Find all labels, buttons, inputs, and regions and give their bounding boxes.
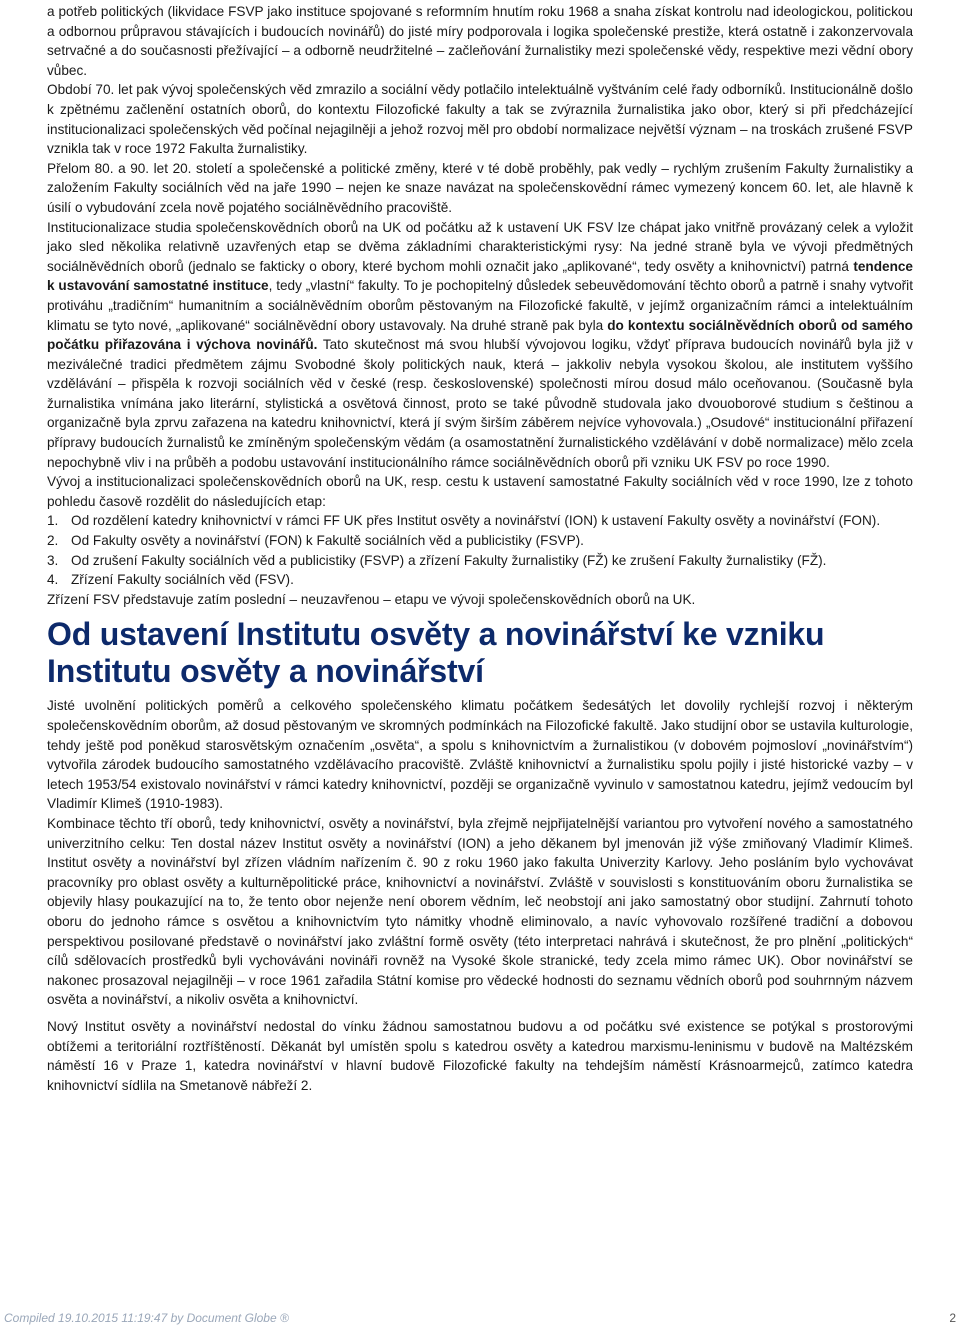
paragraph-intro-4 xyxy=(47,218,913,473)
text-run: , tedy „vlastní“ fakulty. To je pochopitelný důsledek sebeuvědomování těchto oborů a patrně i snahy vytvořit protiváhu „tradičním“ humanitním a sociálněvědním oborům pěstovaným na Filozofické fakultě, v jejímž organizačním rámci a intelektuálním klimatu se tyto nové, „aplikované“ sociálněvědní obory ustavovaly. Na druhé straně pak byla xyxy=(47,278,913,333)
list-item xyxy=(47,551,913,571)
text-run: Institucionalizace studia společenskovědních oborů na UK od počátku až k ustavení UK FSV lze chápat jako vnitřně provázaný celek a vyložit jako sled několika relativně uzavřených etap se dvěma základními charakteristickými rysy: Na jedné straně byla ve vývoji předmětných sociálněvědních oborů (jednalo se fakticky o obory, které bychom mohli označit jako „aplikované“, tedy osvěty a knihovnictví) patrná xyxy=(47,219,913,274)
list-item xyxy=(47,511,913,531)
stage-list xyxy=(47,511,913,589)
text-run: Tato skutečnost má svou hlubší vývojovou logiku, vždyť příprava budoucích novinářů byla již v meziválečné tradici předmětem zájmu Svobodné školy politických nauk, která – jakkoliv nebyla vysokou školou, ale institutem vyššího vzdělávání – přispěla k rozvoji sociálních věd v české (resp. československé) společnosti mírou dosud málo oceňovanou. (Současně byla žurnalistika vnímána jako literární, stylistická a osvětová činnost, proto se také původně studovala jako dvouoborové studium s češtinou a organizačně byla zprvu zařazena na katedru knihovnictví, která jí svým širším záběrem nejvíce vyhovovala.) „Osudové“ institucionální přiřazení přípravy budoucích žurnalistů ke zmíněným společenským vědám (a osamostatnění žurnalistického vzdělávání v době normalizace) mělo zcela nepochybně vliv i na průběh a podobu ustavování institucionálního rámce sociálněvědních oborů při vzniku UK FSV po roce 1990. xyxy=(47,337,913,470)
list-number: 1. xyxy=(47,513,59,529)
list-number: 2. xyxy=(47,533,59,549)
list-text: Od rozdělení katedry knihovnictví v rámci FF UK přes Institut osvěty a novinářství (ION) k ustavení Fakulty osvěty a novinářství (FON). xyxy=(71,513,881,529)
page-number: 2 xyxy=(949,1311,956,1325)
document-page xyxy=(47,0,913,1095)
list-number: 3. xyxy=(47,552,59,568)
paragraph-section-1: Jisté uvolnění politických poměrů a celkového společenského klimatu počátkem šedesátých let dovolily rychlejší rozvoj i některým společenskovědním oborům, až dosud pěstovaným ve skromných podmínkách na Filozofické fakultě. Jako studijní obor se ustavila kulturologie, tehdy ještě pod poněkud starosvětským označením „osvěta“, a spolu s knihovnictvím a žurnalistikou (v dobovém pojmosloví „novinářstvím“) vytvořila zárodek budoucího samostatného vzdělávacího pracoviště. Zvláště knihovnictví a žurnalistiku spolu pojily i jisté historické vazby – v letech 1953/54 existovalo novinářství v rámci katedry knihovnictví, později se organizačně vyvinulo v samostatnou katedru, jejímž vedoucím byl Vladimír Klimeš (1910-1983). xyxy=(47,698,913,812)
compiled-note: Compiled 19.10.2015 11:19:47 by Document Globe ® xyxy=(4,1311,289,1325)
paragraph-section-3: Nový Institut osvěty a novinářství nedostal do vínku žádnou samostatnou budovu a od počátku své existence se potýkal s prostorovými obtížemi a teritoriální roztříštěností. Děkanát byl umístěn spolu s katedrou osvěty a katedrou marxismu-leninismu v budově na Maltézském náměstí 16 v Praze 1, katedra novinářství v hlavní budově Filozofické fakulty na tehdejším náměstí Krásnoarmejců, zatímco katedra knihovnictví sídlila na Smetanově nábřeží 2. xyxy=(47,1018,913,1093)
list-item xyxy=(47,531,913,551)
list-text: Od Fakulty osvěty a novinářství (FON) k Fakultě sociálních věd a publicistiky (FSVP). xyxy=(71,533,584,549)
paragraph-intro-2: Období 70. let pak vývoj společenských věd zmrazilo a sociální vědy potlačilo intelektuálně vyštváním celé řady odborníků. Institucionálně došlo k zpětnému začlenění ostatních oborů, do kontextu Filozofické fakulty a tak se zvýraznila žurnalistika jako obor, který si při předcházející institucionalizaci společenských věd počínal nejagilněji a jehož rozvoj měl pro období normalizace největší význam – na troskách zrušené FSVP vznikla tak v roce 1972 Fakulta žurnalistiky. xyxy=(47,82,913,157)
list-item xyxy=(47,570,913,590)
paragraph-intro-1: a potřeb politických (likvidace FSVP jako instituce spojované s reformním hnutím roku 1968 a snaha získat kontrolu nad ideologickou, politickou a odbornou průpravou stávajících i budoucích novinářů) do jisté míry podporovala i logika společenské prestiže, která ostatně i zakonzervovala setrvačné a do současnosti přežívající – a odborně neudržitelné – začleňování žurnalistiky mezi společenské vědy, respektive mezi vědní obory vůbec. xyxy=(47,4,913,78)
paragraph-intro-5: Vývoj a institucionalizaci společenskovědních oborů na UK, resp. cestu k ustavení samostatné Fakulty sociálních věd v roce 1990, lze z tohoto pohledu časově rozdělit do následujících etap: xyxy=(47,474,913,509)
paragraph-section-2: Kombinace těchto tří oborů, tedy knihovnictví, osvěty a novinářství, byla zřejmě nejpřijatelnější variantou pro vytvoření nového a samostatného univerzitního celku: Ten dostal název Institut osvěty a novinářství (ION) a jeho děkanem byl jmenován již výše zmiňovaný Vladimír Klimeš. Institut osvěty a novinářství byl zřízen vládním nařízením č. 90 z roku 1960 jako fakulta Univerzity Karlovy. Jeho posláním bylo vychovávat pracovníky pro oblast osvěty a kulturněpolitické práce, knihovnictví a novinářství. Zvláště v souvislosti s konstituováním oboru žurnalistika se objevily hlasy poukazující na to, že tento obor nejenže není oborem vědním, leč neobstojí ani jako samostatný obor studijní. Zahrnutí tohoto oboru do jednoho rámce s osvětou a knihovnictvím tyto námitky vhodně eliminovalo, a navíc vyhovovalo rozšířené tradiční a dobovou perspektivou posilované představě o novinářství jako zvláštní formě osvěty (této interpretaci nahrává i skutečnost, že pro plnění „politických“ cílů sdělovacích prostředků byli vychováváni novináři rovněž na Vysoké škole stranické, tedy zcela mimo rámec UK). Obor novinářství se nakonec prosazoval nejagilněji – v roce 1961 zařadila Státní komise pro vědecké hodnosti do seznamu vědních oborů pod souhrnným názvem osvěta a novinářství, a nikoliv osvěta a knihovnictví. xyxy=(47,815,913,1008)
list-text: Od zrušení Fakulty sociálních věd a publicistiky (FSVP) a zřízení Fakulty žurnalistiky (FŽ) ke zrušení Fakulty žurnalistiky (FŽ). xyxy=(71,552,827,568)
page-footer xyxy=(4,1311,956,1325)
bold-text-run: tendence k ustavování samostatné instituce xyxy=(47,258,913,294)
list-number: 4. xyxy=(47,572,59,588)
section-heading: Od ustavení Institutu osvěty a novinářství ke vzniku Institutu osvěty a novinářství xyxy=(47,616,825,690)
paragraph-intro-3: Přelom 80. a 90. let 20. století a společenské a politické změny, které v té době proběhly, pak vedly – rychlým zrušením Fakulty žurnalistiky a založením Fakulty sociálních věd na jaře 1990 – nejen ke snaze navázat na společenskovědní rámec vymezený koncem 60. let, ale hlavně k úsilí o vybudování zcela nově pojatého sociálněvědního pracoviště. xyxy=(47,160,913,215)
paragraph-intro-6: Zřízení FSV představuje zatím poslední – neuzavřenou – etapu ve vývoji společenskovědních oborů na UK. xyxy=(47,591,696,607)
list-text: Zřízení Fakulty sociálních věd (FSV). xyxy=(71,572,294,588)
paragraph-spacer xyxy=(47,1010,913,1017)
bold-text-run: do kontextu sociálněvědních oborů od samého počátku přiřazována i výchova novinářů. xyxy=(47,317,913,353)
